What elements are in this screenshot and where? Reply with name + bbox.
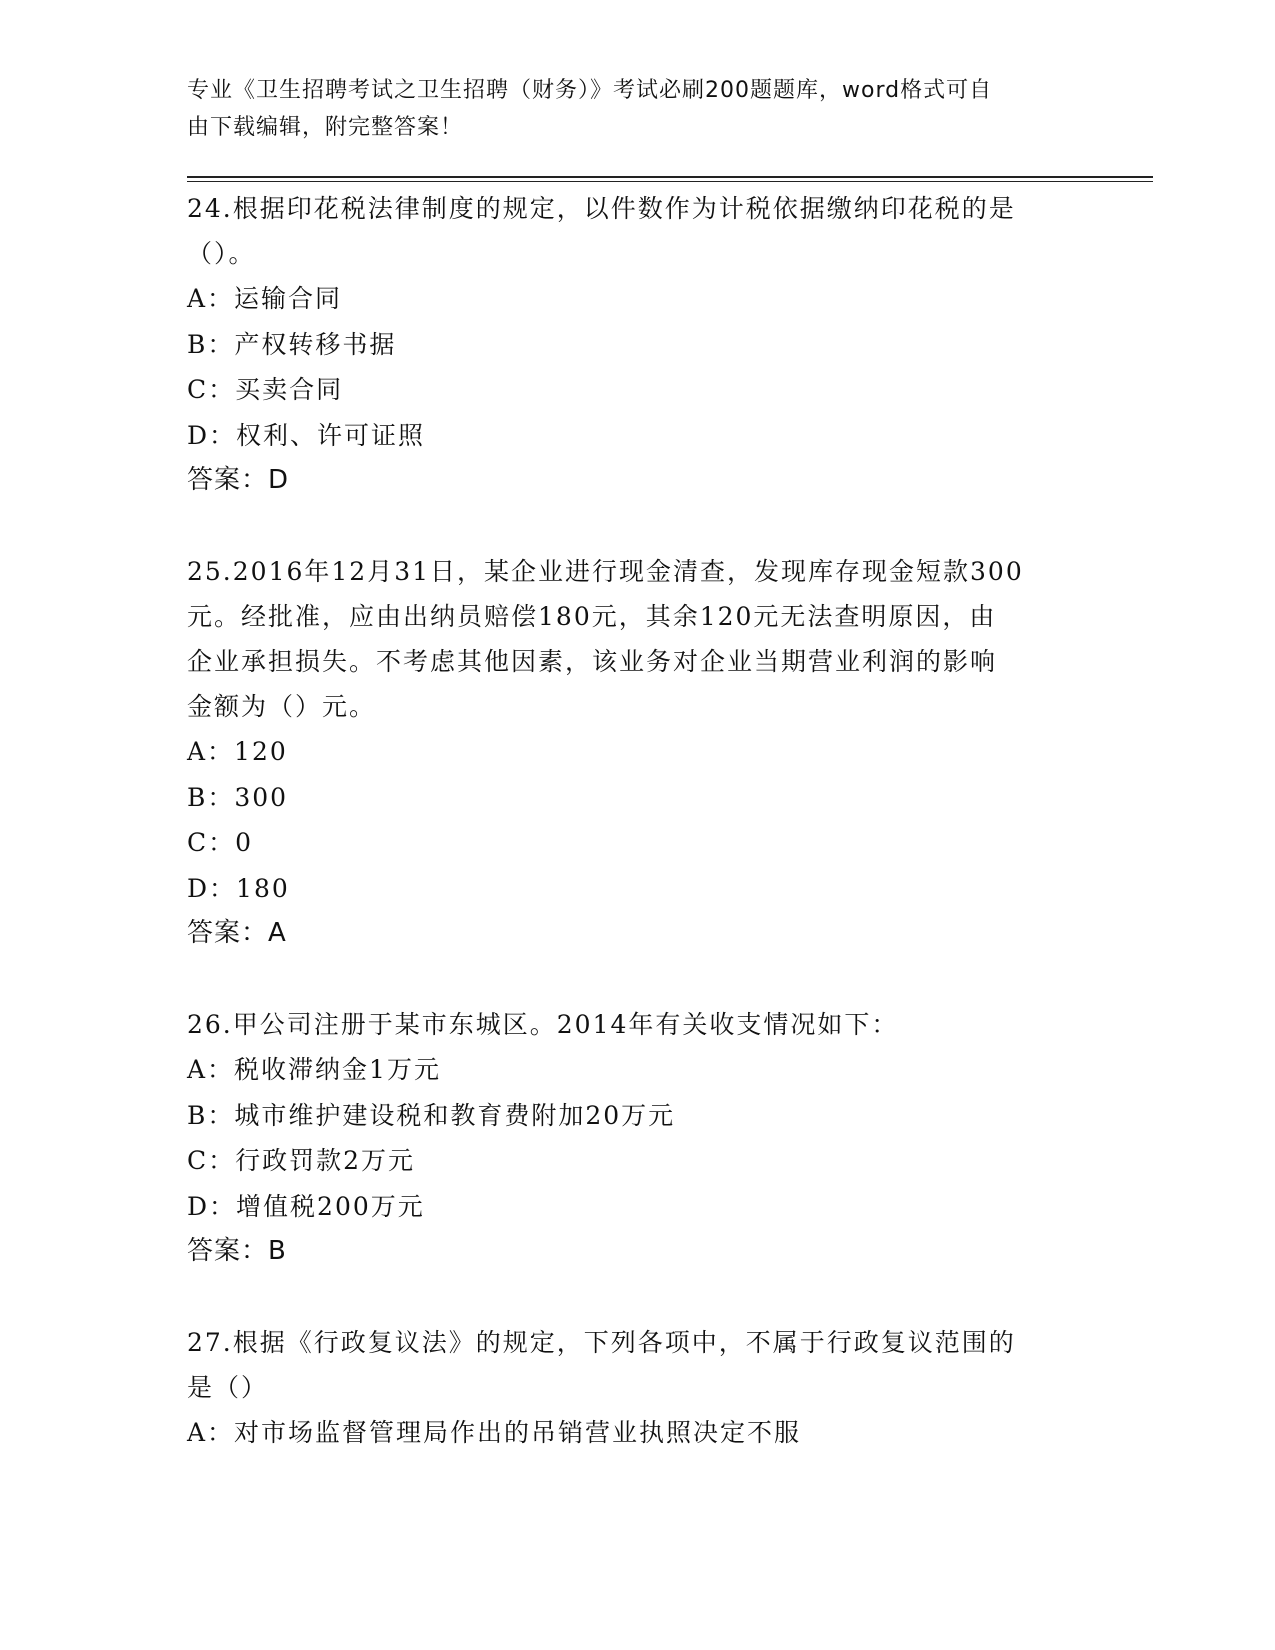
question-list xyxy=(187,186,1087,1502)
option-a: A：运输合同 xyxy=(187,284,343,313)
header-line-1: 专业《卫生招聘考试之卫生招聘（财务）》考试必刷200题题库，word格式可自 xyxy=(187,78,993,103)
question-24 xyxy=(187,186,1087,503)
answer-line: 答案：A xyxy=(187,918,287,948)
option-b: B：产权转移书据 xyxy=(187,329,397,359)
option-b: B：300 xyxy=(187,782,289,812)
question-text-line: 元。经批准，应由出纳员赔偿180元，其余120元无法查明原因，由 xyxy=(187,602,997,631)
header-divider-thick xyxy=(187,176,1153,178)
option-a: A：120 xyxy=(187,737,288,766)
option-d: D：增值税200万元 xyxy=(187,1191,425,1221)
question-text-line: 26.甲公司注册于某市东城区。2014年有关收支情况如下： xyxy=(187,1010,899,1039)
question-text-line: 27.根据《行政复议法》的规定，下列各项中，不属于行政复议范围的 xyxy=(187,1328,1016,1357)
option-d: D：权利、许可证照 xyxy=(187,420,426,450)
question-text-line: （）。 xyxy=(187,239,256,268)
answer-line: 答案：B xyxy=(187,1236,287,1266)
question-25 xyxy=(187,549,1087,956)
question-26 xyxy=(187,1002,1087,1274)
document-header xyxy=(187,72,1067,146)
option-c: C：行政罚款2万元 xyxy=(187,1146,416,1175)
option-d: D：180 xyxy=(187,873,290,903)
question-text-line: 企业承担损失。不考虑其他因素，该业务对企业当期营业利润的影响 xyxy=(187,647,998,676)
option-c: C：0 xyxy=(187,828,254,857)
question-27 xyxy=(187,1320,1087,1456)
option-a: A：对市场监督管理局作出的吊销营业执照决定不服 xyxy=(187,1418,802,1447)
question-text-line: 是（） xyxy=(187,1373,269,1402)
answer-line: 答案：D xyxy=(187,465,290,495)
question-text-line: 25.2016年12月31日，某企业进行现金清查，发现库存现金短款300 xyxy=(187,557,1024,586)
header-divider-thin xyxy=(187,181,1153,182)
header-line-2: 由下载编辑，附完整答案！ xyxy=(187,115,464,140)
question-text-line: 金额为（）元。 xyxy=(187,692,377,721)
option-b: B：城市维护建设税和教育费附加20万元 xyxy=(187,1100,676,1130)
option-a: A：税收滞纳金1万元 xyxy=(187,1055,441,1084)
option-c: C：买卖合同 xyxy=(187,375,344,404)
question-text-line: 24.根据印花税法律制度的规定，以件数作为计税依据缴纳印花税的是 xyxy=(187,194,1016,223)
